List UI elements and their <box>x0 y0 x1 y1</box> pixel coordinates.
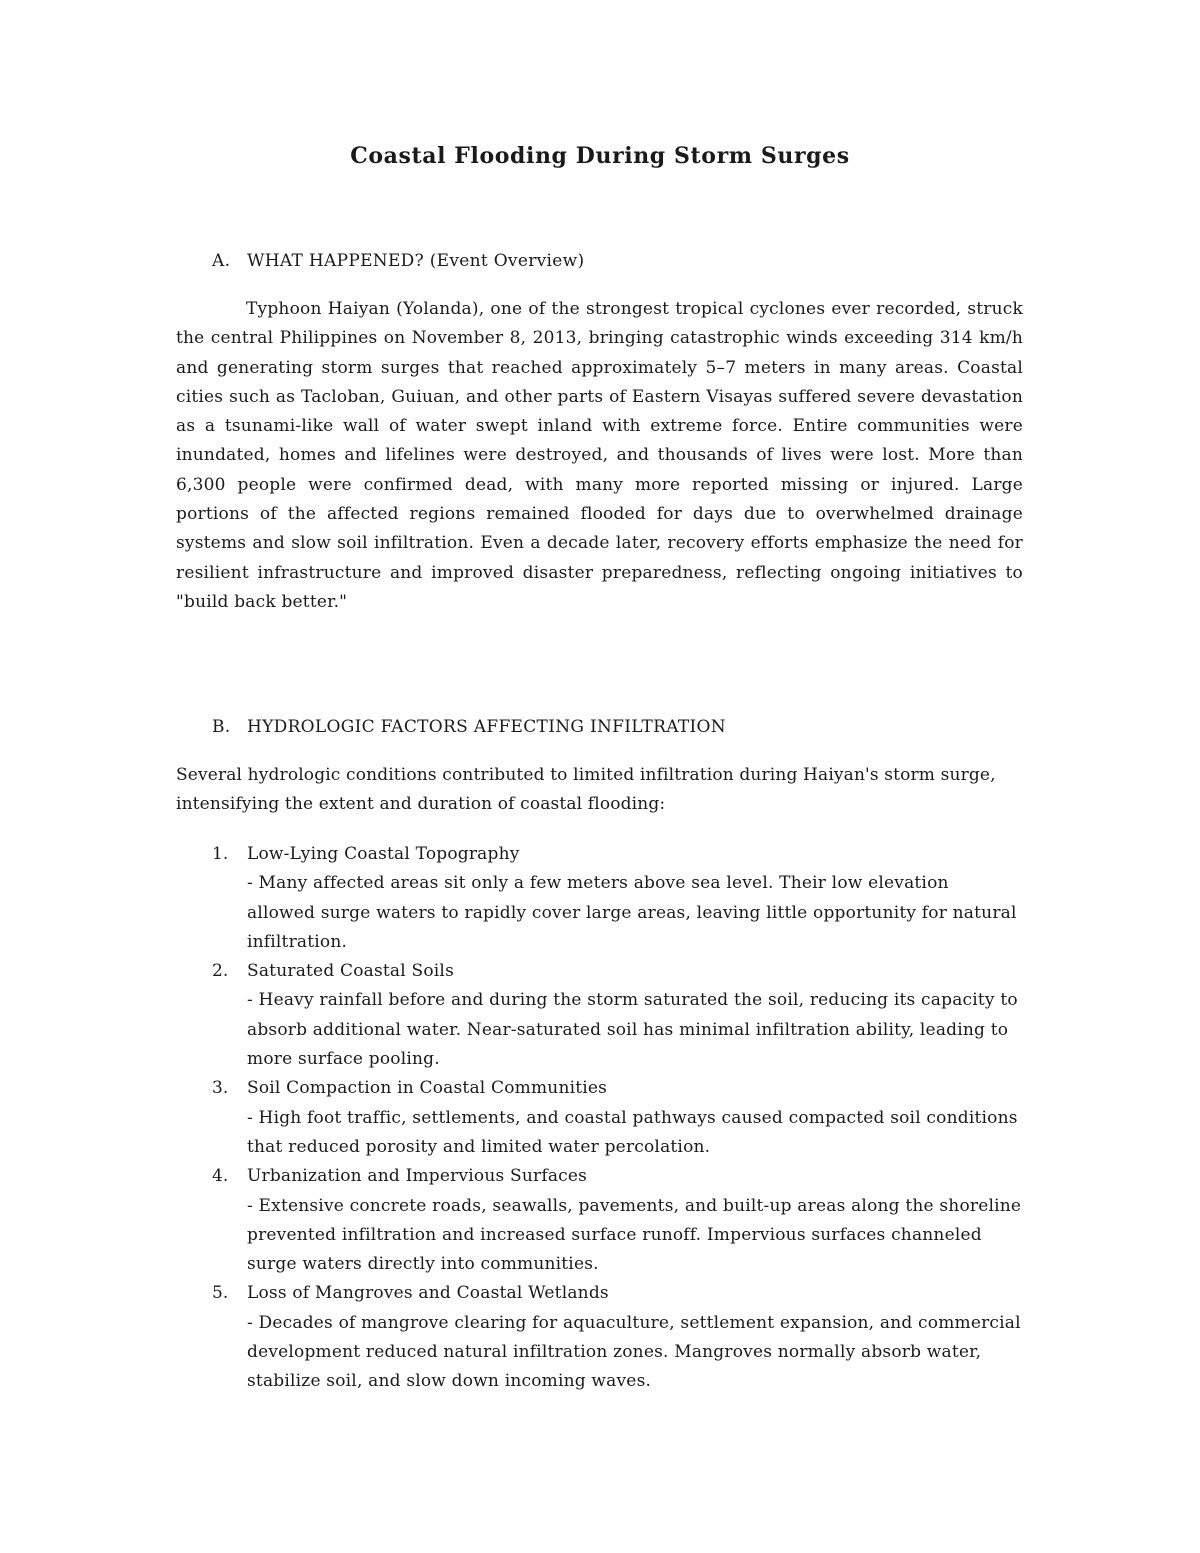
factor-number: 1. <box>212 844 229 864</box>
factor-description: - Decades of mangrove clearing for aquaculture, settlement expansion, and commercial development reduced natural infiltration zones. Mangroves normally absorb water, stabilize soil, and slow down incoming waves. <box>247 1312 1021 1392</box>
list-item <box>212 1279 1022 1396</box>
section-b-letter: B. <box>212 717 231 737</box>
list-item <box>212 1162 1022 1279</box>
factor-description: - Heavy rainfall before and during the storm saturated the soil, reducing its capacity to absorb additional water. Near-saturated soil has minimal infiltration ability, leading to more surface pooling. <box>247 990 1018 1070</box>
factor-title: Soil Compaction in Coastal Communities <box>247 1078 608 1099</box>
factor-number: 5. <box>212 1283 229 1304</box>
section-a-letter: A. <box>212 251 231 271</box>
factor-title: Loss of Mangroves and Coastal Wetlands <box>247 1283 609 1304</box>
document-title: Coastal Flooding During Storm Surges <box>350 143 850 169</box>
list-item <box>212 840 1022 957</box>
factor-description: - High foot traffic, settlements, and coastal pathways caused compacted soil conditions that reduced porosity and limited water percolation. <box>247 1107 1018 1157</box>
factor-title: Saturated Coastal Soils <box>247 961 454 982</box>
section-a-heading <box>212 247 584 276</box>
list-item <box>212 957 1022 1074</box>
factor-number: 3. <box>212 1078 229 1099</box>
section-a-paragraph: Typhoon Haiyan (Yolanda), one of the strongest tropical cyclones ever recorded, struck the central Philippines on November 8, 2013, bringing catastrophic winds exceeding 314 km/h and generating storm surges that reached approximately 5–7 meters in many areas. Coastal cities such as Tacloban, Guiuan, and other parts of Eastern Visayas suffered severe devastation as a tsunami-like wall of water swept inland with extreme force. Entire communities were inundated, homes and lifelines were destroyed, and thousands of lives were lost. More than 6,300 people were confirmed dead, with many more reported missing or injured. Large portions of the affected regions remained flooded for days due to overwhelmed drainage systems and slow soil infiltration. Even a decade later, recovery efforts emphasize the need for resilient infrastructure and improved disaster preparedness, reflecting ongoing initiatives to "build back better." <box>176 299 1023 612</box>
list-item <box>212 1074 1022 1162</box>
factor-number: 2. <box>212 961 229 982</box>
section-b-heading <box>212 713 726 742</box>
factor-description: - Extensive concrete roads, seawalls, pavements, and built-up areas along the shoreline prevented infiltration and increased surface runoff. Impervious surfaces channeled surge waters directly into communities. <box>247 1195 1022 1275</box>
factor-number: 4. <box>212 1166 229 1187</box>
factor-list <box>212 840 1022 1397</box>
section-b-heading-text: HYDROLOGIC FACTORS AFFECTING INFILTRATION <box>247 717 726 737</box>
section-a-heading-text: WHAT HAPPENED? (Event Overview) <box>247 251 585 271</box>
factor-title: Urbanization and Impervious Surfaces <box>247 1166 588 1187</box>
section-b-intro: Several hydrologic conditions contributed to limited infiltration during Haiyan's storm surge, intensifying the extent and duration of coastal flooding: <box>176 765 996 815</box>
factor-description: - Many affected areas sit only a few meters above sea level. Their low elevation allowed surge waters to rapidly cover large areas, leaving little opportunity for natural infiltration. <box>247 873 1017 952</box>
factor-title: Low-Lying Coastal Topography <box>247 844 520 864</box>
